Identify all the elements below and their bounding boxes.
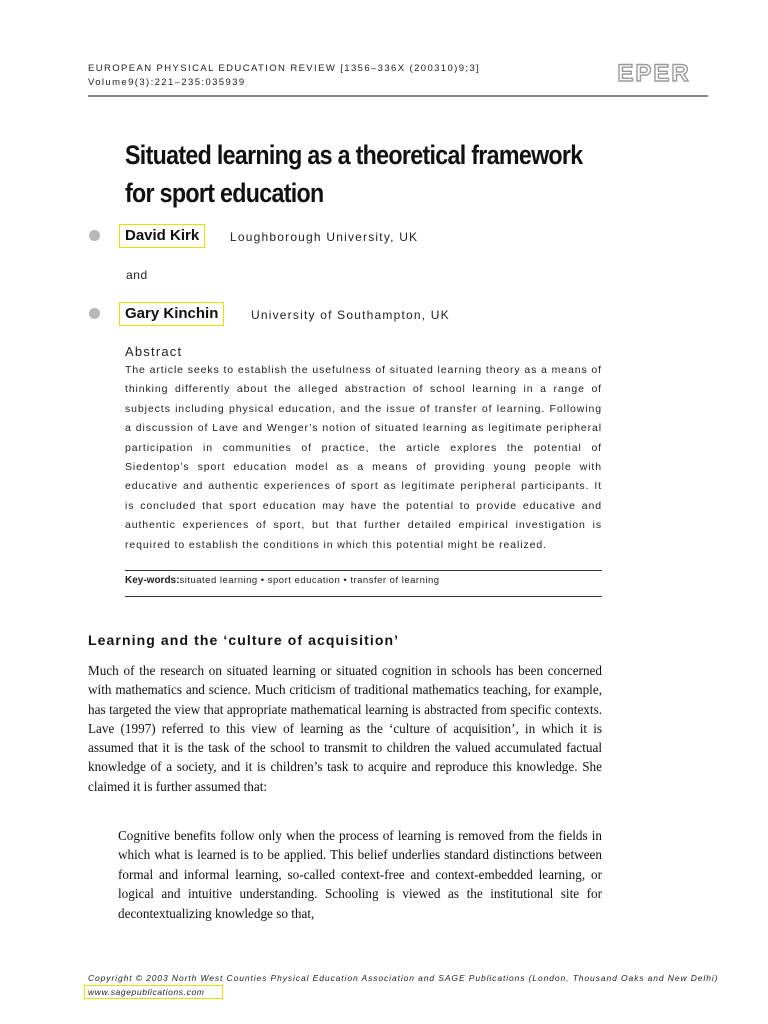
eper-logo xyxy=(600,60,708,86)
keywords-label: Key-words: xyxy=(125,575,180,586)
header-divider xyxy=(88,95,708,97)
author-bullet-icon xyxy=(89,230,100,241)
copyright-notice: Copyright © 2003 North West Counties Physical Education Association and SAGE Publications (London, Thousand Oaks and New Delhi) xyxy=(88,973,719,983)
abstract-heading: Abstract xyxy=(125,344,183,359)
keywords-bottom-rule xyxy=(125,596,602,597)
title-line-1: Situated learning as a theoretical framework xyxy=(125,140,583,170)
author-affiliation-2: University of Southampton, UK xyxy=(251,308,450,322)
journal-citation: EUROPEAN PHYSICAL EDUCATION REVIEW [1356–336X (200310)9;3] xyxy=(88,63,481,74)
keywords-top-rule xyxy=(125,570,602,571)
abstract-text: The article seeks to establish the usefulness of situated learning theory as a means of thinking differently about the alleged abstraction of school learning in a range of subjects including physical education, and the issue of transfer of learning. Following a discussion of Lave and Wenger’s notion of situated learning as legitimate peripheral participation in communities of practice, the article explores the potential of Siedentop’s sport education model as a means of providing young people with educative and authentic experiences of sport as legitimate peripheral participants. It is concluded that sport education may have the potential to provide educative and authentic experiences of sport, but that further detailed empirical investigation is required to establish the conditions in which this potential might be realized. xyxy=(125,364,602,551)
author-name-2[interactable]: Gary Kinchin xyxy=(119,302,224,326)
svg-text:EPER: EPER xyxy=(617,60,691,86)
publisher-url-link[interactable]: www.sagepublications.com xyxy=(84,985,223,999)
block-quote: Cognitive benefits follow only when the process of learning is removed from the fields in which what is learned is to be applied. This belief underlies standard distinctions between formal and informal learning, so-called context-free and context-embedded learning, or logical and intuitive understanding. Schooling is viewed as the institutional site for decontextualizing knowledge so that, xyxy=(118,828,602,921)
journal-volume: Volume9(3):221–235:035939 xyxy=(88,77,246,88)
article-title xyxy=(125,136,684,212)
keywords-list: situated learning • sport education • transfer of learning xyxy=(179,575,440,586)
author-affiliation-1: Loughborough University, UK xyxy=(230,230,419,244)
authors-conjunction: and xyxy=(126,268,148,282)
body-paragraph: Much of the research on situated learning or situated cognition in schools has been concerned with mathematics and science. Much criticism of traditional mathematics teaching, for example, has targeted the view that appropriate mathematical learning is abstracted from specific contexts. Lave (1997) referred to this view of learning as the ‘culture of acquisition’, in which it is assumed that it is the task of the school to transmit to children the valued accumulated factual knowledge of a society, and it is children’s task to acquire and reproduce this knowledge. She claimed it is further assumed that: xyxy=(88,663,602,794)
author-bullet-icon xyxy=(89,308,100,319)
title-line-2: for sport education xyxy=(125,178,324,208)
author-name-1[interactable]: David Kirk xyxy=(119,224,205,248)
journal-header xyxy=(88,62,480,90)
keywords xyxy=(125,575,440,586)
section-heading: Learning and the ‘culture of acquisition’ xyxy=(88,632,400,648)
